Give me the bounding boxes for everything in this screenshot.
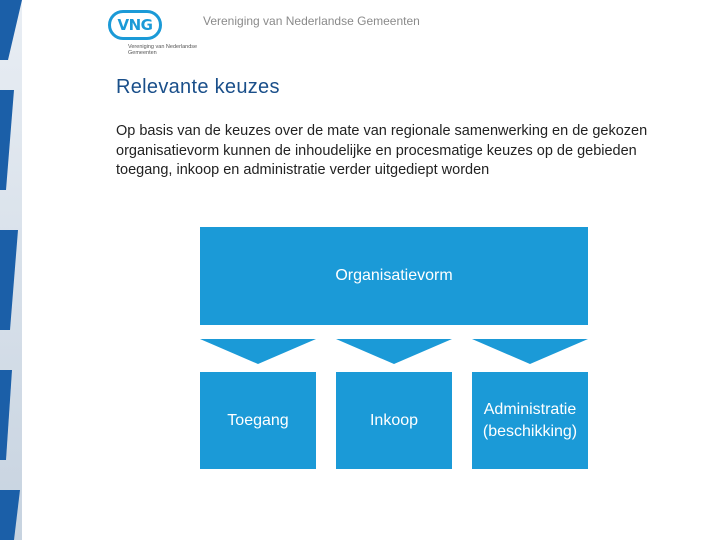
- arrow-down-toegang: [200, 339, 316, 364]
- slide-title: Relevante keuzes: [116, 76, 280, 98]
- vng-logo-letters: VNG: [117, 16, 153, 34]
- administratie-label: Administratie (beschikking): [482, 400, 578, 440]
- vng-logo-subtext: Vereniging van Nederlandse Gemeenten: [128, 44, 198, 56]
- vng-logo-mark: [108, 10, 162, 40]
- toegang-box: [200, 372, 316, 469]
- administratie-box: [472, 372, 588, 469]
- arrow-down-inkoop: [336, 339, 452, 364]
- arrow-down-administratie: [472, 339, 588, 364]
- inkoop-box: [336, 372, 452, 469]
- toegang-label: Toegang: [227, 411, 289, 429]
- organisatievorm-box: [200, 227, 588, 325]
- decorative-side-strip: [0, 0, 22, 540]
- organization-name: Vereniging van Nederlandse Gemeenten: [203, 14, 420, 28]
- inkoop-label: Inkoop: [369, 411, 419, 429]
- side-strip-pattern: [0, 0, 22, 540]
- slide-body-text: Op basis van de keuzes over de mate van regionale samenwerking en de gekozen organisatievorm kunnen de inhoudelijke en procesmatige keuzes op de gebieden toegang, inkoop en administratie verder uitgediept worden: [116, 123, 648, 178]
- organisatievorm-label: Organisatievorm: [335, 267, 453, 284]
- vng-logo: [106, 8, 198, 58]
